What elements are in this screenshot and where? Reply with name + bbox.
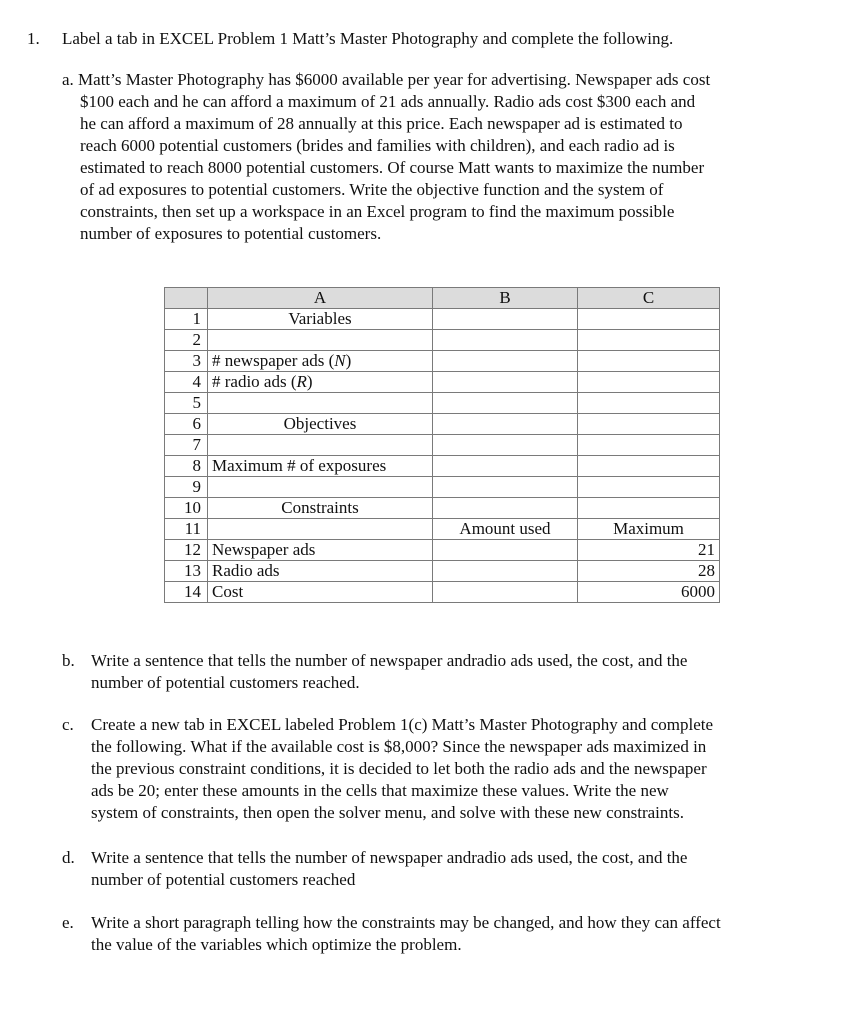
row-header: 11 — [165, 519, 208, 540]
sheet-row — [165, 498, 720, 519]
row-header: 6 — [165, 414, 208, 435]
cell-b[interactable] — [433, 582, 578, 603]
sheet-row — [165, 519, 720, 540]
cell-a-text-end: ) — [306, 372, 313, 391]
column-header-row — [165, 288, 720, 309]
cell-c[interactable]: Maximum — [578, 519, 720, 540]
cell-a[interactable] — [208, 477, 433, 498]
sheet-row — [165, 540, 720, 561]
cell-a[interactable]: Maximum # of exposures — [208, 456, 433, 477]
part-e-line: the value of the variables which optimize the problem. — [91, 935, 462, 954]
cell-b[interactable] — [433, 414, 578, 435]
cell-b[interactable] — [433, 309, 578, 330]
part-a-line: he can afford a maximum of 28 annually at this price. Each newspaper ad is estimated to — [80, 114, 683, 133]
cell-a[interactable] — [208, 393, 433, 414]
part-a-line: constraints, then set up a workspace in an Excel program to find the maximum possible — [80, 202, 675, 221]
part-d-line: number of potential customers reached — [91, 870, 356, 889]
cell-c[interactable] — [578, 477, 720, 498]
cell-c[interactable] — [578, 351, 720, 372]
cell-a[interactable]: Objectives — [208, 414, 433, 435]
sheet-row — [165, 330, 720, 351]
row-header: 9 — [165, 477, 208, 498]
part-d-label: d. — [62, 848, 75, 867]
row-header: 5 — [165, 393, 208, 414]
part-a-line: estimated to reach 8000 potential customers. Of course Matt wants to maximize the number — [80, 158, 705, 177]
cell-a[interactable]: Variables — [208, 309, 433, 330]
part-c-line: the previous constraint conditions, it is decided to let both the radio ads and the newspaper — [91, 759, 707, 778]
cell-b[interactable] — [433, 540, 578, 561]
spreadsheet-table — [164, 287, 720, 603]
sheet-row — [165, 414, 720, 435]
column-header-b: B — [433, 288, 578, 309]
part-a-line: of ad exposures to potential customers. Write the objective function and the system of — [80, 180, 664, 199]
part-e-line: Write a short paragraph telling how the constraints may be changed, and how they can affect — [91, 913, 721, 932]
cell-b[interactable] — [433, 393, 578, 414]
cell-a[interactable] — [208, 330, 433, 351]
cell-a[interactable] — [208, 351, 433, 372]
cell-a-text: # newspaper ads ( — [212, 351, 335, 370]
part-d-line: Write a sentence that tells the number of newspaper andradio ads used, the cost, and the — [91, 848, 688, 867]
cell-c[interactable]: 6000 — [578, 582, 720, 603]
part-a-line: a. Matt’s Master Photography has $6000 available per year for advertising. Newspaper ads cost — [62, 70, 711, 89]
sheet-row — [165, 372, 720, 393]
sheet-row — [165, 582, 720, 603]
part-a-line: number of exposures to potential customers. — [80, 224, 382, 243]
row-header: 10 — [165, 498, 208, 519]
sheet-row — [165, 561, 720, 582]
cell-a-variable: R — [296, 372, 307, 391]
question-number: 1. — [27, 29, 40, 48]
cell-c[interactable] — [578, 393, 720, 414]
row-header: 3 — [165, 351, 208, 372]
cell-c[interactable] — [578, 498, 720, 519]
column-header-c: C — [578, 288, 720, 309]
part-c-line: Create a new tab in EXCEL labeled Problem 1(c) Matt’s Master Photography and complete — [91, 715, 714, 734]
cell-c[interactable] — [578, 372, 720, 393]
sheet-row — [165, 477, 720, 498]
cell-b[interactable] — [433, 330, 578, 351]
cell-a[interactable]: Cost — [208, 582, 433, 603]
part-c-label: c. — [62, 715, 74, 734]
part-c-line: system of constraints, then open the solver menu, and solve with these new constraints. — [91, 803, 684, 822]
cell-a[interactable] — [208, 372, 433, 393]
cell-a[interactable]: Newspaper ads — [208, 540, 433, 561]
cell-c[interactable] — [578, 309, 720, 330]
part-b-label: b. — [62, 651, 75, 670]
cell-b[interactable] — [433, 435, 578, 456]
part-e-label: e. — [62, 913, 74, 932]
sheet-row — [165, 351, 720, 372]
cell-c[interactable] — [578, 435, 720, 456]
part-b-line: Write a sentence that tells the number of newspaper andradio ads used, the cost, and the — [91, 651, 688, 670]
part-a-line: $100 each and he can afford a maximum of 21 ads annually. Radio ads cost $300 each and — [80, 92, 696, 111]
part-c-line: ads be 20; enter these amounts in the cells that maximize these values. Write the new — [91, 781, 669, 800]
cell-c[interactable] — [578, 414, 720, 435]
row-header: 1 — [165, 309, 208, 330]
cell-b[interactable] — [433, 477, 578, 498]
sheet-row — [165, 393, 720, 414]
row-header: 4 — [165, 372, 208, 393]
column-header-a: A — [208, 288, 433, 309]
cell-b[interactable] — [433, 498, 578, 519]
row-header: 2 — [165, 330, 208, 351]
cell-b[interactable] — [433, 561, 578, 582]
cell-c[interactable] — [578, 456, 720, 477]
cell-c[interactable]: 21 — [578, 540, 720, 561]
cell-a[interactable] — [208, 435, 433, 456]
sheet-row — [165, 456, 720, 477]
cell-a[interactable] — [208, 519, 433, 540]
sheet-row — [165, 435, 720, 456]
cell-a-text-end: ) — [345, 351, 352, 370]
cell-b[interactable] — [433, 351, 578, 372]
cell-a-variable: N — [334, 351, 346, 370]
part-b-line: number of potential customers reached. — [91, 673, 360, 692]
part-a-line: reach 6000 potential customers (brides and families with children), and each radio ad is — [80, 136, 675, 155]
question-title: Label a tab in EXCEL Problem 1 Matt’s Master Photography and complete the following. — [62, 29, 674, 48]
cell-a-text: # radio ads ( — [212, 372, 297, 391]
row-header: 14 — [165, 582, 208, 603]
part-c-line: the following. What if the available cost is $8,000? Since the newspaper ads maximized in — [91, 737, 707, 756]
part-a-paragraph — [62, 69, 802, 245]
cell-a[interactable]: Constraints — [208, 498, 433, 519]
row-header: 13 — [165, 561, 208, 582]
cell-c[interactable]: 28 — [578, 561, 720, 582]
row-header: 12 — [165, 540, 208, 561]
sheet-row — [165, 309, 720, 330]
row-header: 8 — [165, 456, 208, 477]
cell-c[interactable] — [578, 330, 720, 351]
cell-b[interactable] — [433, 372, 578, 393]
corner-cell — [165, 288, 208, 309]
cell-b[interactable] — [433, 456, 578, 477]
row-header: 7 — [165, 435, 208, 456]
cell-a[interactable]: Radio ads — [208, 561, 433, 582]
cell-b[interactable]: Amount used — [433, 519, 578, 540]
